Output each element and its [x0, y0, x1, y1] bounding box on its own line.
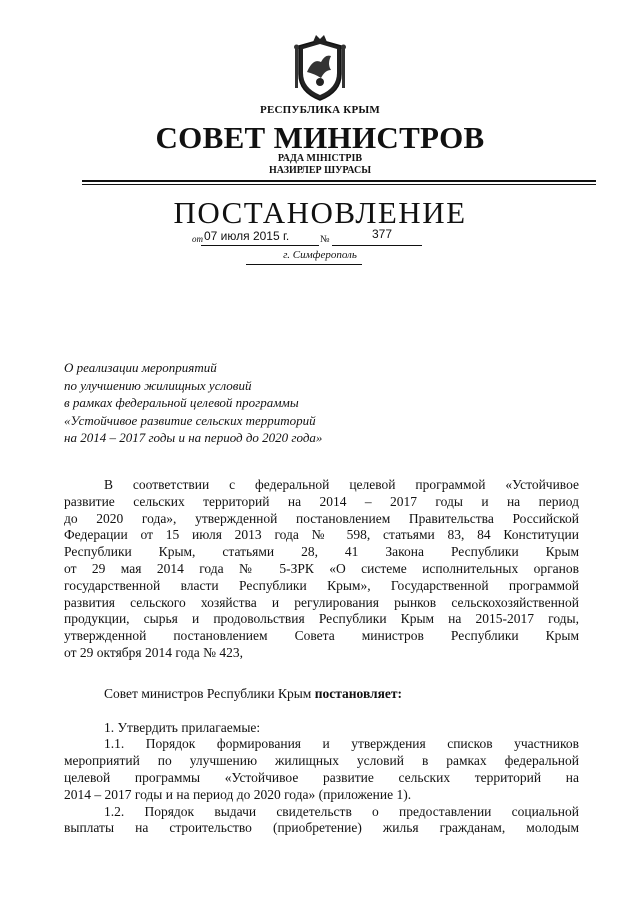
preamble-line: государственной власти Республики Крым», Государственной программой: [64, 577, 579, 593]
council-name-crimean-tatar: НАЗИРЛЕР ШУРАСЫ: [268, 165, 372, 176]
council-name: СОВЕТ МИНИСТРОВ: [155, 120, 485, 155]
item-1-1-line: целевой программы «Устойчивое развитие сельских территорий на: [64, 769, 579, 785]
subject-line: в рамках федеральной целевой программы: [64, 395, 299, 410]
decree-body: [64, 477, 579, 837]
item-1-1-line: 1.1. Порядок формирования и утверждения списков участников: [104, 736, 579, 752]
preamble-line: до 2020 года», утвержденной постановлением Правительства Российской: [64, 510, 579, 526]
resolve-keyword: постановляет:: [314, 685, 403, 701]
decree-title: ПОСТАНОВЛЕНИЕ: [173, 195, 467, 230]
preamble-line: В соответствии с федеральной целевой программой «Устойчивое: [104, 477, 579, 492]
preamble-line: продукции, сырья и продовольствия Республики Крым на 2015-2017 годы,: [64, 611, 579, 627]
preamble-line: от 29 мая 2014 года № 5-ЗРК «О системе исполнительных органов: [64, 560, 579, 576]
preamble-line: Федерации от 15 июля 2013 года № 598, статьями 83, 84 Конституции: [64, 527, 579, 543]
preamble-line: Республики Крым, статьями 28, 41 Закона Республики Крым: [64, 544, 579, 560]
subject-line: по улучшению жилищных условий: [64, 377, 252, 393]
subject-line: на 2014 – 2017 годы и на период до 2020 года»: [64, 430, 323, 445]
date-from-label: от: [192, 234, 203, 244]
number-underline: [332, 245, 422, 246]
city: г. Симферополь: [283, 249, 357, 261]
preamble-line: утвержденной постановлением Совета министров Республики Крым: [64, 628, 579, 644]
decree-date: 07 июля 2015 г.: [204, 229, 290, 243]
city-underline: [246, 264, 362, 265]
subject-line: О реализации мероприятий: [64, 360, 217, 375]
republic-name: РЕСПУБЛИКА КРЫМ: [260, 104, 380, 116]
preamble-line: от 29 октября 2014 года № 423,: [64, 644, 244, 660]
decree-subject: [64, 359, 322, 447]
subject-line: «Устойчивое развитие сельских территорий: [64, 412, 316, 428]
item-1-2-line: 1.2. Порядок выдачи свидетельств о предоставлении социальной: [104, 803, 579, 819]
coat-of-arms-emblem: [291, 34, 349, 104]
number-label: №: [320, 234, 330, 245]
header-rule-thick: [82, 180, 596, 182]
item-1-1-line: 2014 – 2017 годы и на период до 2020 года» (приложение 1).: [64, 786, 412, 802]
date-underline: [201, 245, 319, 246]
resolve-line: [64, 686, 579, 703]
item-1-1-line: мероприятий по улучшению жилищных условий в рамках федеральной: [64, 753, 579, 769]
item-1: 1. Утвердить прилагаемые:: [104, 719, 261, 735]
header-rule-thin: [82, 184, 596, 185]
decree-number: 377: [372, 227, 393, 241]
resolve-prefix: Совет министров Республики Крым: [104, 685, 315, 701]
preamble-line: развитие сельских территорий на 2014 – 2017 годы и на период: [64, 493, 579, 509]
council-name-ukrainian: РАДА МІНІСТРІВ: [277, 153, 363, 164]
preamble-line: развития сельского хозяйства и регулирования рынков сельскохозяйственной: [64, 594, 579, 610]
item-1-2-line: выплаты на строительство (приобретение) жилья гражданам, молодым: [64, 820, 579, 836]
